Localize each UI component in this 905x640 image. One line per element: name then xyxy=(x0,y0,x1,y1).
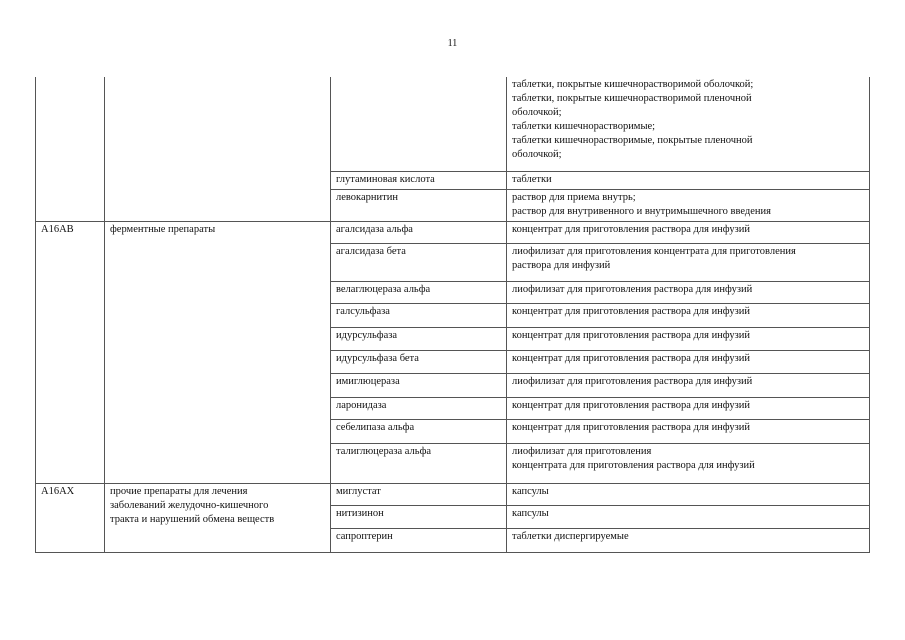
dosage-form-line: раствора для инфузий xyxy=(512,259,611,271)
atc-group-cell xyxy=(105,221,331,483)
dosage-form-line: лиофилизат для приготовления раствора для инфузий xyxy=(512,375,753,387)
dosage-form-line: оболочкой; xyxy=(512,107,562,118)
atc-code-cell xyxy=(36,77,105,221)
dosage-form-line: концентрат для приготовления раствора для инфузий xyxy=(512,305,750,317)
table-row xyxy=(36,221,870,243)
dosage-form-cell xyxy=(507,528,870,552)
drug-name-cell: себелипаза альфа xyxy=(331,419,507,443)
dosage-form-cell xyxy=(507,397,870,419)
group-line: тракта и нарушений обмена веществ xyxy=(110,513,275,525)
drug-name-cell: идурсульфаза xyxy=(331,327,507,350)
atc-code-cell: A16AB xyxy=(36,221,105,483)
atc-group-cell xyxy=(105,483,331,552)
dosage-form-line: лиофилизат для приготовления xyxy=(512,445,652,457)
dosage-form-cell xyxy=(507,419,870,443)
dosage-form-line: таблетки кишечнорастворимые; xyxy=(512,121,656,132)
atc-code-cell: A16AX xyxy=(36,483,105,552)
drug-name-cell: идурсульфаза бета xyxy=(331,350,507,373)
atc-group-cell xyxy=(105,77,331,221)
group-line: заболеваний желудочно-кишечного xyxy=(110,499,269,511)
drug-name-cell: глутаминовая кислота xyxy=(331,171,507,189)
table-body xyxy=(36,77,870,552)
dosage-form-line: таблетки, покрытые кишечнорастворимой оболочкой; xyxy=(512,79,754,90)
dosage-form-line: раствор для приема внутрь; xyxy=(512,191,636,203)
dosage-form-line: концентрат для приготовления раствора для инфузий xyxy=(512,329,750,341)
dosage-form-line: концентрат для приготовления раствора для инфузий xyxy=(512,223,750,235)
dosage-form-cell xyxy=(507,171,870,189)
dosage-form-line: капсулы xyxy=(512,507,549,519)
dosage-form-cell xyxy=(507,505,870,528)
drug-name-cell: миглустат xyxy=(331,483,507,505)
group-line: прочие препараты для лечения xyxy=(110,485,248,497)
dosage-form-cell xyxy=(507,327,870,350)
dosage-form-line: концентрата для приготовления раствора для инфузий xyxy=(512,459,755,471)
dosage-form-line: капсулы xyxy=(512,485,549,497)
drug-name-cell: талиглюцераза альфа xyxy=(331,443,507,483)
drug-name-cell xyxy=(331,77,507,171)
dosage-form-line: лиофилизат для приготовления раствора для инфузий xyxy=(512,283,753,295)
dosage-form-cell xyxy=(507,221,870,243)
dosage-form-cell xyxy=(507,243,870,281)
group-line: ферментные препараты xyxy=(110,223,216,235)
dosage-form-cell xyxy=(507,350,870,373)
dosage-form-line: концентрат для приготовления раствора для инфузий xyxy=(512,399,750,411)
dosage-form-cell xyxy=(507,281,870,303)
dosage-form-cell xyxy=(507,483,870,505)
dosage-form-cell xyxy=(507,189,870,221)
dosage-form-line: концентрат для приготовления раствора для инфузий xyxy=(512,421,750,433)
drug-name-cell: велаглюцераза альфа xyxy=(331,281,507,303)
drug-name-cell: сапроптерин xyxy=(331,528,507,552)
drug-name-cell: агалсидаза альфа xyxy=(331,221,507,243)
dosage-form-line: оболочкой; xyxy=(512,149,562,160)
table-row xyxy=(36,77,870,171)
drug-name-cell: имиглюцераза xyxy=(331,373,507,397)
dosage-form-line: раствор для внутривенного и внутримышечного введения xyxy=(512,205,771,217)
drug-name-cell: левокарнитин xyxy=(331,189,507,221)
drug-name-cell: ларонидаза xyxy=(331,397,507,419)
dosage-form-line: лиофилизат для приготовления концентрата для приготовления xyxy=(512,245,796,257)
page-number: 11 xyxy=(447,38,458,49)
dosage-form-cell xyxy=(507,77,870,171)
drug-list-table xyxy=(35,77,870,553)
table-row xyxy=(36,483,870,505)
dosage-form-cell xyxy=(507,303,870,327)
dosage-form-line: таблетки диспергируемые xyxy=(512,530,629,542)
drug-name-cell: нитизинон xyxy=(331,505,507,528)
dosage-form-cell xyxy=(507,443,870,483)
dosage-form-cell xyxy=(507,373,870,397)
dosage-form-line: концентрат для приготовления раствора для инфузий xyxy=(512,352,750,364)
dosage-form-line: таблетки, покрытые кишечнорастворимой пленочной xyxy=(512,93,752,104)
drug-name-cell: галсульфаза xyxy=(331,303,507,327)
dosage-form-line: таблетки кишечнорастворимые, покрытые пленочной xyxy=(512,135,753,146)
drug-name-cell: агалсидаза бета xyxy=(331,243,507,281)
dosage-form-line: таблетки xyxy=(512,173,552,185)
